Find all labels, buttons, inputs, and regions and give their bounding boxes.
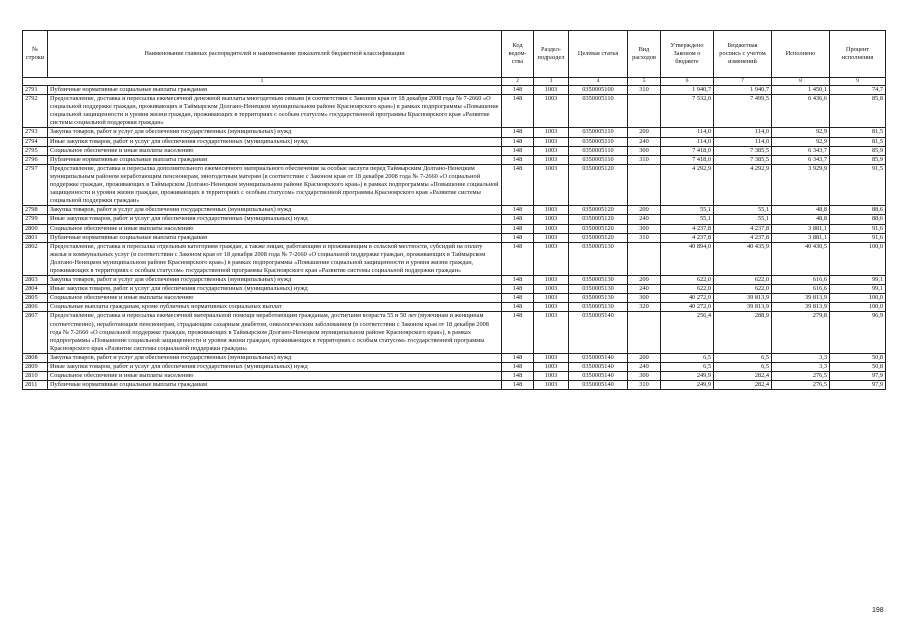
row-target-article: 0350005110 — [569, 128, 628, 137]
row-number: 2794 — [23, 137, 48, 146]
row-expense-type: 310 — [628, 155, 661, 164]
table-row — [23, 242, 886, 275]
table-row — [23, 381, 886, 390]
table-row — [23, 294, 886, 303]
row-name: Социальное обеспечение и иные выплаты населению — [48, 294, 502, 303]
row-dept-code: 148 — [502, 206, 534, 215]
row-target-article: 0350005110 — [569, 155, 628, 164]
row-approved-amount: 55,1 — [661, 215, 714, 224]
row-expense-type: 300 — [628, 294, 661, 303]
row-approved-amount: 622,0 — [661, 276, 714, 285]
row-name: Социальное обеспечение и иные выплаты населению — [48, 146, 502, 155]
row-number: 2791 — [23, 86, 48, 95]
row-dept-code: 148 — [502, 294, 534, 303]
row-approved-amount: 622,0 — [661, 285, 714, 294]
header-executed: Исполнено — [772, 31, 830, 78]
header-code: Код ведом-ства — [502, 31, 534, 78]
row-dept-code: 148 — [502, 224, 534, 233]
row-dept-code: 148 — [502, 276, 534, 285]
row-name: Иные закупки товаров, работ и услуг для обеспечения государственных (муниципальных) нужд — [48, 285, 502, 294]
row-name: Предоставление, доставка и пересылка дополнительного ежемесячного материального обеспечения за особые заслуги перед Таймырским Долгано-Ненецким муниципальным районом неработающим пенсионерам, многодетным матерям (в соответствие с Законом края от 18 декабря 2008 года № 7-2660 «О социальной поддержке граждан, проживающих в Таймырском Долгано-Ненецком муниципальном районе Красноярского края») в рамках подпрограммы «Повышение социальной защищенности и уровня жизни граждан, проживающих в территориях с особым статусом» государственной программы Красноярского края «Развитие системы социальной поддержки граждан» — [48, 164, 502, 205]
row-name: Публичные нормативные социальные выплаты гражданам — [48, 86, 502, 95]
row-name: Социальное обеспечение и иные выплаты населению — [48, 372, 502, 381]
row-dept-code: 148 — [502, 353, 534, 362]
row-budget-amount: 622,0 — [714, 276, 772, 285]
row-expense-type: 240 — [628, 215, 661, 224]
page-number: 198 — [872, 607, 884, 614]
row-percent: 97,9 — [830, 381, 886, 390]
row-section: 1003 — [534, 285, 569, 294]
row-section: 1003 — [534, 86, 569, 95]
row-executed-amount: 276,5 — [772, 372, 830, 381]
header-budget-list: Бюджетная роспись с учетом изменений — [714, 31, 772, 78]
table-row — [23, 206, 886, 215]
column-number-row — [23, 78, 886, 86]
row-dept-code: 148 — [502, 86, 534, 95]
row-dept-code: 148 — [502, 95, 534, 128]
row-budget-amount: 4 237,8 — [714, 233, 772, 242]
row-executed-amount: 1 450,1 — [772, 86, 830, 95]
row-name: Публичные нормативные социальные выплаты гражданам — [48, 233, 502, 242]
row-section: 1003 — [534, 276, 569, 285]
row-expense-type: 200 — [628, 128, 661, 137]
row-section: 1003 — [534, 363, 569, 372]
row-expense-type — [628, 312, 661, 353]
row-expense-type: 300 — [628, 224, 661, 233]
row-number: 2799 — [23, 215, 48, 224]
table-row — [23, 224, 886, 233]
row-number: 2805 — [23, 294, 48, 303]
row-dept-code: 148 — [502, 164, 534, 205]
row-section: 1003 — [534, 215, 569, 224]
header-type: Вид расходов — [628, 31, 661, 78]
row-approved-amount: 7 418,0 — [661, 155, 714, 164]
header-target: Целевая статья — [569, 31, 628, 78]
row-target-article: 0350005140 — [569, 363, 628, 372]
row-percent: 99,1 — [830, 285, 886, 294]
row-section: 1003 — [534, 164, 569, 205]
row-dept-code: 148 — [502, 155, 534, 164]
row-number: 2810 — [23, 372, 48, 381]
row-executed-amount: 3 881,1 — [772, 233, 830, 242]
row-target-article: 0350005140 — [569, 353, 628, 362]
row-name: Предоставление, доставка и пересылка ежемесячной материальной помощи неработающим гражданам, достигшим возраста 55 и 50 лет (мужчинам и женщинам соответственно), неработающим пенсионерам, страдающим сахарным диабетом, онкологическим заболеванием (в соответствии с Законом края от 18 декабря 2008 года № 7-2660 «О социальной поддержке граждан, проживающих в Таймырском Долгано-Ненецком муниципальном районе Красноярского края»), в рамках подпрограммы «Повышение социальной защищенности и уровня жизни граждан, проживающих в территориях с особым статусом» государственной программы Красноярского края «Развитие системы социальной поддержки граждан» — [48, 312, 502, 353]
row-target-article: 0350005140 — [569, 312, 628, 353]
row-dept-code: 148 — [502, 128, 534, 137]
row-percent: 50,8 — [830, 353, 886, 362]
row-expense-type: 300 — [628, 146, 661, 155]
row-target-article: 0350005110 — [569, 137, 628, 146]
row-budget-amount: 282,4 — [714, 372, 772, 381]
row-budget-amount: 622,0 — [714, 285, 772, 294]
row-budget-amount: 55,1 — [714, 206, 772, 215]
row-section: 1003 — [534, 137, 569, 146]
row-number: 2802 — [23, 242, 48, 275]
table-row — [23, 276, 886, 285]
row-target-article: 0350005130 — [569, 294, 628, 303]
row-number: 2800 — [23, 224, 48, 233]
row-approved-amount: 256,4 — [661, 312, 714, 353]
row-budget-amount: 40 435,9 — [714, 242, 772, 275]
row-number: 2798 — [23, 206, 48, 215]
row-approved-amount: 7 418,0 — [661, 146, 714, 155]
row-dept-code: 148 — [502, 381, 534, 390]
row-name: Иные закупки товаров, работ и услуг для обеспечения государственных (муниципальных) нужд — [48, 215, 502, 224]
row-approved-amount: 6,5 — [661, 363, 714, 372]
row-number: 2804 — [23, 285, 48, 294]
row-executed-amount: 48,8 — [772, 215, 830, 224]
row-dept-code: 148 — [502, 312, 534, 353]
row-section: 1003 — [534, 381, 569, 390]
row-target-article: 0350005100 — [569, 86, 628, 95]
row-budget-amount: 7 385,5 — [714, 155, 772, 164]
row-percent: 74,7 — [830, 86, 886, 95]
row-executed-amount: 92,9 — [772, 128, 830, 137]
budget-execution-table — [22, 30, 886, 390]
row-executed-amount: 3,3 — [772, 353, 830, 362]
row-budget-amount: 288,9 — [714, 312, 772, 353]
row-approved-amount: 249,9 — [661, 372, 714, 381]
row-expense-type — [628, 95, 661, 128]
row-number: 2793 — [23, 128, 48, 137]
row-section: 1003 — [534, 353, 569, 362]
row-dept-code: 148 — [502, 146, 534, 155]
row-expense-type — [628, 242, 661, 275]
row-percent: 85,8 — [830, 95, 886, 128]
column-number: 6 — [661, 78, 714, 86]
column-number: 2 — [502, 78, 534, 86]
row-expense-type — [628, 164, 661, 205]
table-row — [23, 285, 886, 294]
row-name: Иные закупки товаров, работ и услуг для обеспечения государственных (муниципальных) нужд — [48, 363, 502, 372]
row-executed-amount: 279,8 — [772, 312, 830, 353]
row-dept-code: 148 — [502, 137, 534, 146]
row-dept-code: 148 — [502, 372, 534, 381]
table-row — [23, 137, 886, 146]
row-expense-type: 320 — [628, 303, 661, 312]
table-row — [23, 215, 886, 224]
row-target-article: 0350005120 — [569, 233, 628, 242]
row-expense-type: 310 — [628, 86, 661, 95]
row-budget-amount: 39 813,9 — [714, 294, 772, 303]
row-expense-type: 200 — [628, 353, 661, 362]
row-target-article: 0350005110 — [569, 146, 628, 155]
row-name: Социальное обеспечение и иные выплаты населению — [48, 224, 502, 233]
row-percent: 85,9 — [830, 155, 886, 164]
header-num: № строки — [23, 31, 48, 78]
row-target-article: 0350005140 — [569, 381, 628, 390]
row-section: 1003 — [534, 155, 569, 164]
row-number: 2809 — [23, 363, 48, 372]
row-section: 1003 — [534, 233, 569, 242]
row-number: 2796 — [23, 155, 48, 164]
row-executed-amount: 39 813,9 — [772, 303, 830, 312]
row-percent: 91,6 — [830, 224, 886, 233]
table-row — [23, 312, 886, 353]
row-expense-type: 200 — [628, 206, 661, 215]
row-number: 2803 — [23, 276, 48, 285]
table-row — [23, 372, 886, 381]
row-target-article: 0350005120 — [569, 215, 628, 224]
row-target-article: 0350005130 — [569, 303, 628, 312]
row-number: 2801 — [23, 233, 48, 242]
row-approved-amount: 249,9 — [661, 381, 714, 390]
column-number: 3 — [534, 78, 569, 86]
table-row — [23, 363, 886, 372]
row-budget-amount: 4 237,8 — [714, 224, 772, 233]
row-percent: 88,6 — [830, 215, 886, 224]
row-expense-type: 240 — [628, 363, 661, 372]
row-percent: 88,6 — [830, 206, 886, 215]
row-section: 1003 — [534, 206, 569, 215]
row-dept-code: 148 — [502, 363, 534, 372]
row-name: Закупка товаров, работ и услуг для обеспечения государственных (муниципальных) нужд — [48, 128, 502, 137]
row-percent: 99,1 — [830, 276, 886, 285]
row-approved-amount: 6,5 — [661, 353, 714, 362]
row-percent: 96,9 — [830, 312, 886, 353]
row-number: 2795 — [23, 146, 48, 155]
row-name: Публичные нормативные социальные выплаты гражданам — [48, 155, 502, 164]
row-executed-amount: 6 343,7 — [772, 146, 830, 155]
row-executed-amount: 6 343,7 — [772, 155, 830, 164]
row-section: 1003 — [534, 294, 569, 303]
row-target-article: 0350005120 — [569, 164, 628, 205]
row-executed-amount: 48,8 — [772, 206, 830, 215]
row-dept-code: 148 — [502, 215, 534, 224]
row-percent: 81,5 — [830, 137, 886, 146]
row-number: 2811 — [23, 381, 48, 390]
row-section: 1003 — [534, 372, 569, 381]
row-percent: 85,9 — [830, 146, 886, 155]
table-row — [23, 128, 886, 137]
column-number: 4 — [569, 78, 628, 86]
row-budget-amount: 114,0 — [714, 128, 772, 137]
row-approved-amount: 40 894,0 — [661, 242, 714, 275]
table-row — [23, 164, 886, 205]
column-number: 7 — [714, 78, 772, 86]
row-name: Социальные выплаты гражданам, кроме публичных нормативных социальных выплат — [48, 303, 502, 312]
row-expense-type: 200 — [628, 276, 661, 285]
row-dept-code: 148 — [502, 285, 534, 294]
row-number: 2807 — [23, 312, 48, 353]
row-dept-code: 148 — [502, 242, 534, 275]
row-dept-code: 148 — [502, 233, 534, 242]
header-name: Наименование главных распорядителей и наименование показателей бюджетной классификации — [48, 31, 502, 78]
column-number: 8 — [772, 78, 830, 86]
row-percent: 97,9 — [830, 372, 886, 381]
row-name: Предоставление, доставка и пересылка отдельным категориям граждан, а также лицам, работающим и проживающим в сельской местности, субсидий на оплату жилья и коммунальных услуг (в соответствии с Законом края от 18 декабря 2008 года № 7-2660 «О социальной поддержке граждан, проживающих в Таймырском Долгано-Ненецком муниципальном районе Красноярского края») в рамках подпрограммы «Повышение социальной защищенности и уровня жизни граждан, проживающих в территориях с особым статусом» государственной программы Красноярского края «Развитие системы социальной поддержки граждан» — [48, 242, 502, 275]
row-target-article: 0350005140 — [569, 372, 628, 381]
row-expense-type: 300 — [628, 372, 661, 381]
row-section: 1003 — [534, 303, 569, 312]
row-approved-amount: 55,1 — [661, 206, 714, 215]
row-executed-amount: 3 929,9 — [772, 164, 830, 205]
row-budget-amount: 7 499,5 — [714, 95, 772, 128]
table-row — [23, 353, 886, 362]
row-name: Предоставление, доставка и пересылка ежемесячной денежной выплаты многодетным семьям (в соответствии с Законом края от 18 декабря 2008 года № 7-2660 «О социальной поддержке граждан, проживающих в Таймырском Долгано-Ненецком муниципальном районе Красноярского края») в рамках подпрограммы «Повышение социальной защищенности и уровня жизни граждан, проживающих в территориях с особым статусом» государственной программы Красноярского края «Развитие системы социальной поддержки граждан» — [48, 95, 502, 128]
row-expense-type: 310 — [628, 381, 661, 390]
row-percent: 100,0 — [830, 294, 886, 303]
row-executed-amount: 39 813,9 — [772, 294, 830, 303]
row-target-article: 0350005130 — [569, 285, 628, 294]
row-executed-amount: 3,3 — [772, 363, 830, 372]
row-name: Закупка товаров, работ и услуг для обеспечения государственных (муниципальных) нужд — [48, 353, 502, 362]
header-approved: Утверждено Законом о бюджете — [661, 31, 714, 78]
row-expense-type: 310 — [628, 233, 661, 242]
row-expense-type: 240 — [628, 137, 661, 146]
row-section: 1003 — [534, 95, 569, 128]
row-executed-amount: 276,5 — [772, 381, 830, 390]
row-percent: 100,0 — [830, 242, 886, 275]
row-number: 2806 — [23, 303, 48, 312]
row-executed-amount: 40 430,5 — [772, 242, 830, 275]
row-budget-amount: 55,1 — [714, 215, 772, 224]
row-section: 1003 — [534, 128, 569, 137]
table-row — [23, 146, 886, 155]
row-percent: 50,8 — [830, 363, 886, 372]
row-budget-amount: 39 813,9 — [714, 303, 772, 312]
row-section: 1003 — [534, 224, 569, 233]
row-budget-amount: 1 940,7 — [714, 86, 772, 95]
row-approved-amount: 4 237,8 — [661, 224, 714, 233]
row-percent: 91,6 — [830, 233, 886, 242]
row-section: 1003 — [534, 312, 569, 353]
row-approved-amount: 114,0 — [661, 137, 714, 146]
column-number: 5 — [628, 78, 661, 86]
row-percent: 100,0 — [830, 303, 886, 312]
column-number: 9 — [830, 78, 886, 86]
row-budget-amount: 7 385,5 — [714, 146, 772, 155]
table-row — [23, 155, 886, 164]
row-budget-amount: 6,5 — [714, 353, 772, 362]
row-expense-type: 240 — [628, 285, 661, 294]
row-approved-amount: 1 940,7 — [661, 86, 714, 95]
row-name: Закупка товаров, работ и услуг для обеспечения государственных (муниципальных) нужд — [48, 206, 502, 215]
row-budget-amount: 114,0 — [714, 137, 772, 146]
row-budget-amount: 6,5 — [714, 363, 772, 372]
row-approved-amount: 40 272,0 — [661, 303, 714, 312]
row-number: 2797 — [23, 164, 48, 205]
row-executed-amount: 616,6 — [772, 285, 830, 294]
column-number: 1 — [23, 78, 502, 86]
row-budget-amount: 4 292,9 — [714, 164, 772, 205]
row-executed-amount: 3 881,1 — [772, 224, 830, 233]
table-row — [23, 86, 886, 95]
table-row — [23, 303, 886, 312]
table-row — [23, 95, 886, 128]
row-percent: 91,5 — [830, 164, 886, 205]
row-name: Иные закупки товаров, работ и услуг для обеспечения государственных (муниципальных) нужд — [48, 137, 502, 146]
row-name: Закупка товаров, работ и услуг для обеспечения государственных (муниципальных) нужд — [48, 276, 502, 285]
row-approved-amount: 7 532,0 — [661, 95, 714, 128]
table-row — [23, 233, 886, 242]
row-target-article: 0350005130 — [569, 242, 628, 275]
header-row — [23, 31, 886, 78]
row-approved-amount: 40 272,0 — [661, 294, 714, 303]
row-approved-amount: 114,0 — [661, 128, 714, 137]
row-number: 2792 — [23, 95, 48, 128]
row-approved-amount: 4 237,8 — [661, 233, 714, 242]
row-target-article: 0350005110 — [569, 95, 628, 128]
table-body — [23, 86, 886, 390]
row-executed-amount: 6 436,6 — [772, 95, 830, 128]
row-executed-amount: 92,9 — [772, 137, 830, 146]
row-approved-amount: 4 292,9 — [661, 164, 714, 205]
header-percent: Процент исполнения — [830, 31, 886, 78]
row-number: 2808 — [23, 353, 48, 362]
row-name: Публичные нормативные социальные выплаты гражданам — [48, 381, 502, 390]
row-percent: 81,5 — [830, 128, 886, 137]
row-target-article: 0350005120 — [569, 224, 628, 233]
row-dept-code: 148 — [502, 303, 534, 312]
row-target-article: 0350005130 — [569, 276, 628, 285]
row-executed-amount: 616,6 — [772, 276, 830, 285]
header-section: Раздел-подраздел — [534, 31, 569, 78]
row-section: 1003 — [534, 242, 569, 275]
row-budget-amount: 282,4 — [714, 381, 772, 390]
row-section: 1003 — [534, 146, 569, 155]
row-target-article: 0350005120 — [569, 206, 628, 215]
